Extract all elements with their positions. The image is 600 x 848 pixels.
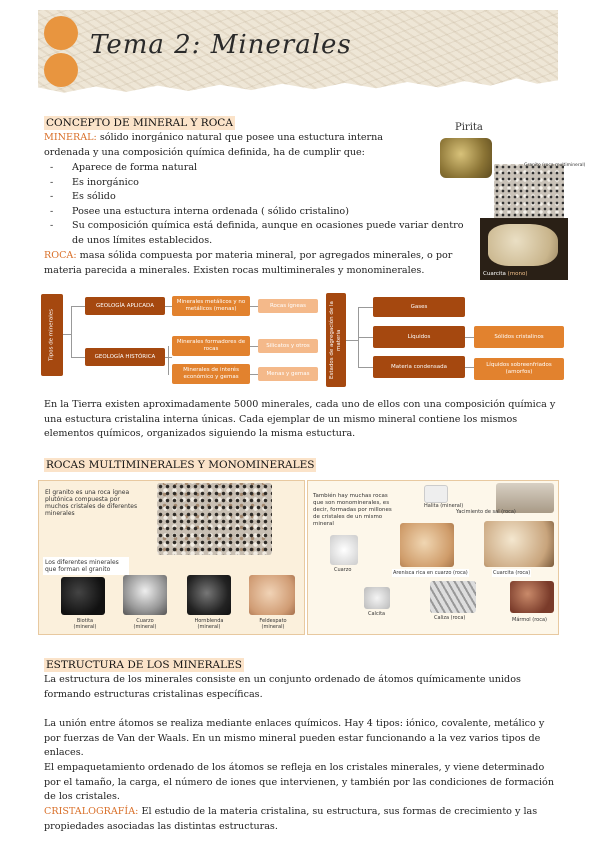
monominerales-panel	[307, 480, 559, 635]
map-connector	[165, 306, 172, 307]
pirita-image	[440, 138, 492, 178]
cuarzo-name: Cuarzo	[136, 618, 154, 624]
arenisca-caption: Arenisca rica en cuarzo (roca)	[393, 570, 468, 576]
sal-caption: Yacimiento de sal (roca)	[456, 509, 516, 515]
list-item: - Posee una estuctura interna ordenada ( sólido cristalino)	[44, 205, 476, 220]
cuarzo-r-image	[330, 535, 358, 565]
map-connector	[358, 307, 373, 308]
minerals-count-paragraph: En la Tierra existen aproximadamente 5000 minerales, cada uno de ellos con una composición química y una estuctura cristalina interna únicas. Cada ejemplar de un mismo mineral contiene los mismos elementos químicos, organizados siguiendo la misma estuctura.	[44, 399, 556, 440]
cristalografia-term: CRISTALOGRAFÍA:	[44, 806, 139, 817]
arenisca-image	[400, 523, 454, 567]
map-connector	[465, 367, 474, 368]
granito-label: Granito (roca multimineral)	[524, 163, 586, 168]
map-materia-condensada: Materia condensada	[373, 356, 465, 378]
map-connector	[465, 337, 474, 338]
map-connector	[71, 306, 85, 307]
calcita-image	[364, 587, 390, 609]
map-gases: Gases	[373, 297, 465, 317]
mineral-def: sólido inorgánico natural que posee una estuctura interna ordenada y una composición química definida, ha de cumplir que:	[44, 132, 383, 158]
decor-circle-top	[44, 16, 78, 50]
granito-sample-image	[157, 483, 272, 555]
hornblenda-caption	[189, 618, 229, 630]
roca-def: masa sólida compuesta por materia mineral, por agregados minerales, o por materia parecida a minerales. Existen rocas multiminerales y monominerales.	[44, 250, 453, 276]
caliza-name: Caliza	[434, 615, 450, 621]
cuarcita-name: Cuarcita	[483, 271, 506, 277]
cuarzo-r-caption: Cuarzo	[334, 567, 352, 573]
map-m2: Minerales formadores de rocas	[172, 336, 250, 356]
cuarcita-type: (mono)	[507, 271, 528, 277]
marmol-caption: Mármol (roca)	[512, 617, 547, 623]
section-heading-concepto: CONCEPTO DE MINERAL Y ROCA	[46, 117, 233, 129]
halita-type: (mineral)	[440, 503, 464, 509]
map-connector	[71, 357, 85, 358]
cuarcita-label	[483, 271, 528, 277]
map-connector	[358, 367, 373, 368]
map-connector	[358, 337, 373, 338]
roca-definition	[44, 249, 464, 278]
calcita-caption: Calcita	[368, 611, 386, 617]
hornblenda-image	[187, 575, 231, 615]
map-connector	[71, 306, 72, 358]
map-geologia-historica: GEOLOGÍA HISTÓRICA	[85, 348, 165, 366]
pirita-label: Pirita	[455, 122, 483, 133]
caliza-image	[430, 581, 476, 613]
list-item: - Aparece de forma natural	[44, 161, 476, 176]
cristalografia-definition	[44, 805, 562, 834]
map-m3: Minerales de interés económico y gemas	[172, 364, 250, 384]
feldespato-caption	[253, 618, 293, 630]
cuarcita-r-caption: Cuarcita (roca)	[493, 570, 531, 576]
monominerales-text: También hay muchas rocas que son monominerales, es decir, formadas por millones de cristales de un mismo mineral	[313, 493, 392, 527]
list-item: - Es inorgánico	[44, 176, 476, 191]
page-title: Tema 2: Minerales	[90, 30, 352, 60]
hornblenda-name: Hornblenda	[194, 618, 224, 624]
feldespato-name: Feldespato	[259, 618, 287, 624]
map-m3b: Menas y gemas	[258, 367, 318, 381]
halita-image	[424, 485, 448, 503]
biotita-caption	[69, 618, 101, 630]
mineral-criteria-list	[44, 161, 476, 249]
map-liquidos: Líquidos	[373, 326, 465, 348]
cuarcita-r-image	[484, 521, 554, 567]
map-m2b: Silicatos y otros	[258, 339, 318, 353]
biotita-image	[61, 577, 105, 615]
map-geologia-aplicada: GEOLOGÍA APLICADA	[85, 297, 165, 315]
halita-name: Halita	[424, 503, 439, 509]
map-connector	[250, 374, 258, 375]
map-connector	[250, 346, 258, 347]
caliza-caption	[434, 615, 465, 621]
map-root-box: Tipos de minerales	[41, 294, 63, 376]
mineral-term: MINERAL:	[44, 132, 97, 143]
estructura-p2: La unión entre átomos se realiza mediante enlaces químicos. Hay 4 tipos: iónico, covalente, metálico y por fuerzas de Van der Waals. En un mismo mineral pueden estar funcionando a la vez varios tipos de enlaces.	[44, 718, 545, 759]
mineral-word: (mineral)	[73, 624, 97, 630]
marmol-image	[510, 581, 554, 613]
map-solidos-cristalinos: Sólidos cristalinos	[474, 326, 564, 348]
feldespato-image	[249, 575, 295, 615]
map-connector	[63, 334, 71, 335]
section-heading-rocas: ROCAS MULTIMINERALES Y MONOMINERALES	[46, 459, 315, 471]
map-estados-box: Estados de agregación de la materia	[326, 293, 346, 387]
estructura-p3: El empaquetamiento ordenado de los átomos se refleja en los cristales minerales, y viene determinado por el tamaño, la carga, el número de iones que intervienen, y también por las condiciones de formación de los cristales.	[44, 762, 555, 803]
cuarzo-image	[123, 575, 167, 615]
mineral-word: (mineral)	[133, 624, 157, 630]
map-connector	[250, 306, 258, 307]
mineral-definition	[44, 131, 424, 160]
estructura-p1: La estructura de los minerales consiste en un conjunto ordenado de átomos químicamente unidos formando estructuras cristalinas específicas.	[44, 674, 521, 700]
cuarzo-caption	[129, 618, 161, 630]
roca-term: ROCA:	[44, 250, 77, 261]
minerals-label: Los diferentes minerales que forman el granito	[43, 557, 129, 575]
list-item: - Es sólido	[44, 190, 476, 205]
decor-circle-bottom	[44, 53, 78, 87]
map-connector	[168, 346, 169, 375]
caliza-type: (roca)	[450, 615, 466, 621]
cristalografia-def: El estudio de la materia cristalina, su estructura, sus formas de crecimiento y las propiedades asociadas las distintas estructuras.	[44, 806, 538, 832]
mineral-word: (mineral)	[261, 624, 285, 630]
cuarcita-rock	[488, 224, 558, 266]
map-m1b: Rocas ígneas	[258, 299, 318, 313]
map-connector	[346, 340, 358, 341]
granito-panel	[38, 480, 305, 635]
map-liquidos-sub: Líquidos sobreenfriados (amorfos)	[474, 358, 564, 380]
list-item: - Su composición química está definida, aunque en ocasiones puede variar dentro de unos límites establecidos.	[44, 219, 476, 248]
mineral-word: (mineral)	[197, 624, 221, 630]
biotita-name: Biotita	[76, 618, 94, 624]
map-m1: Minerales metálicos y no metálicos (menas)	[172, 296, 250, 316]
granito-text: El granito es una roca ígnea plutónica compuesta por muchos cristales de diferentes minerales	[45, 489, 138, 517]
section-heading-estructura: ESTRUCTURA DE LOS MINERALES	[46, 659, 242, 671]
granito-image	[494, 164, 564, 220]
